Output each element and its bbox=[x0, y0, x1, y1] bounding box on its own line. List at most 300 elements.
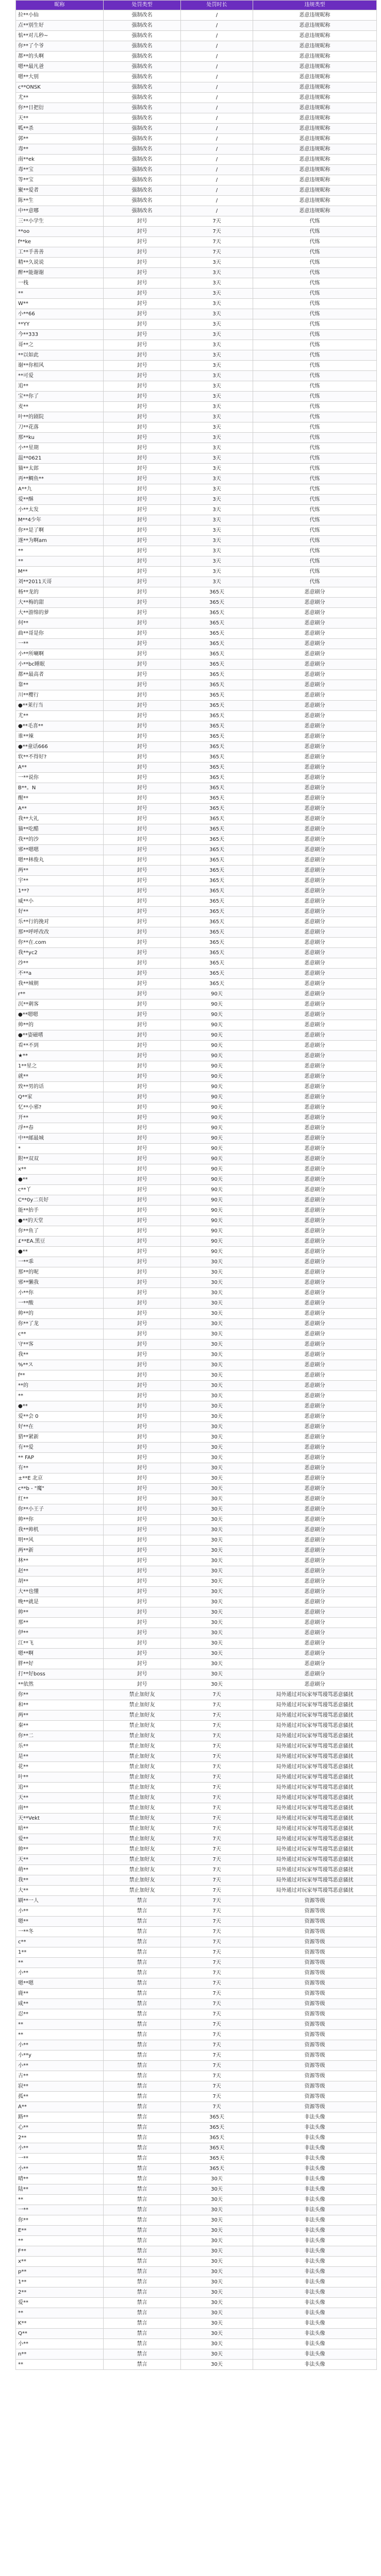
cell-punish-type: 封号 bbox=[104, 783, 181, 793]
cell-duration: 30天 bbox=[181, 2339, 253, 2349]
cell-nickname: 帅** bbox=[16, 1844, 104, 1855]
cell-violation-type: 恶意刷分 bbox=[253, 989, 377, 999]
cell-punish-type: 封号 bbox=[104, 1597, 181, 1607]
cell-nickname: 嗯**大别 bbox=[16, 72, 104, 82]
table-row bbox=[16, 1772, 377, 1783]
cell-punish-type: 禁言 bbox=[104, 2133, 181, 2143]
table-row bbox=[16, 1185, 377, 1195]
cell-violation-type: 恶意刷分 bbox=[253, 1381, 377, 1391]
cell-duration: 3天 bbox=[181, 536, 253, 546]
cell-violation-type: 非法头像 bbox=[253, 2205, 377, 2215]
table-row bbox=[16, 1278, 377, 1288]
table-row bbox=[16, 1401, 377, 1412]
cell-nickname: 嗯** bbox=[16, 1917, 104, 1927]
cell-punish-type: 强制改名 bbox=[104, 72, 181, 82]
cell-violation-type: 恶意刷分 bbox=[253, 1432, 377, 1443]
table-row bbox=[16, 155, 377, 165]
cell-violation-type: 代练 bbox=[253, 268, 377, 278]
cell-duration: 30天 bbox=[181, 1401, 253, 1412]
cell-violation-type: 恶意刷分 bbox=[253, 938, 377, 948]
cell-punish-type: 封号 bbox=[104, 227, 181, 237]
cell-punish-type: 禁言 bbox=[104, 2143, 181, 2154]
cell-duration: 3天 bbox=[181, 258, 253, 268]
cell-duration: 365天 bbox=[181, 587, 253, 598]
table-row bbox=[16, 752, 377, 762]
cell-punish-type: 强制改名 bbox=[104, 165, 181, 175]
cell-nickname: 帅** bbox=[16, 1607, 104, 1618]
table-row bbox=[16, 422, 377, 433]
cell-violation-type: 代练 bbox=[253, 227, 377, 237]
cell-punish-type: 禁言 bbox=[104, 2195, 181, 2205]
cell-violation-type: 恶意刷分 bbox=[253, 1401, 377, 1412]
cell-violation-type: 局外通过对玩家辱骂谩骂恶意骚扰 bbox=[253, 1793, 377, 1803]
cell-duration: 365天 bbox=[181, 608, 253, 618]
cell-punish-type: 封号 bbox=[104, 237, 181, 247]
table-row bbox=[16, 433, 377, 443]
cell-violation-type: 代练 bbox=[253, 216, 377, 227]
cell-punish-type: 禁言 bbox=[104, 2287, 181, 2298]
table-row bbox=[16, 1484, 377, 1494]
cell-punish-type: 禁言 bbox=[104, 1989, 181, 1999]
cell-duration: 7天 bbox=[181, 227, 253, 237]
table-row bbox=[16, 1350, 377, 1360]
cell-punish-type: 封号 bbox=[104, 1206, 181, 1216]
cell-violation-type: 恶意刷分 bbox=[253, 1257, 377, 1267]
cell-violation-type: 恶意刷分 bbox=[253, 1340, 377, 1350]
cell-duration: 30天 bbox=[181, 1649, 253, 1659]
table-row bbox=[16, 948, 377, 958]
cell-duration: 30天 bbox=[181, 1278, 253, 1288]
cell-nickname: 能**抬手 bbox=[16, 1206, 104, 1216]
cell-duration: 90天 bbox=[181, 1144, 253, 1154]
cell-duration: 365天 bbox=[181, 618, 253, 629]
cell-duration: / bbox=[181, 21, 253, 31]
cell-duration: 3天 bbox=[181, 412, 253, 422]
cell-punish-type: 封号 bbox=[104, 1556, 181, 1566]
table-row bbox=[16, 268, 377, 278]
cell-violation-type: 恶意刷分 bbox=[253, 1577, 377, 1587]
cell-duration: 3天 bbox=[181, 402, 253, 412]
cell-duration: 30天 bbox=[181, 1340, 253, 1350]
cell-nickname: ±**E 北京 bbox=[16, 1473, 104, 1484]
cell-nickname: B**。N bbox=[16, 783, 104, 793]
table-row bbox=[16, 1566, 377, 1577]
cell-duration: 30天 bbox=[181, 1381, 253, 1391]
cell-nickname: 那**的呢 bbox=[16, 1267, 104, 1278]
header-nickname: 昵称 bbox=[16, 1, 104, 10]
cell-violation-type: 恶意刷分 bbox=[253, 948, 377, 958]
cell-punish-type: 封号 bbox=[104, 1195, 181, 1206]
cell-violation-type: 恶意刷分 bbox=[253, 1597, 377, 1607]
cell-duration: 30天 bbox=[181, 1566, 253, 1577]
cell-violation-type: 局外通过对玩家辱骂谩骂恶意骚扰 bbox=[253, 1700, 377, 1710]
cell-punish-type: 封号 bbox=[104, 1051, 181, 1061]
table-row bbox=[16, 577, 377, 587]
cell-violation-type: 代练 bbox=[253, 340, 377, 350]
cell-duration: 7天 bbox=[181, 1690, 253, 1700]
cell-duration: 7天 bbox=[181, 2020, 253, 2030]
cell-violation-type: 资源等级 bbox=[253, 1906, 377, 1917]
cell-punish-type: 封号 bbox=[104, 1577, 181, 1587]
cell-duration: / bbox=[181, 10, 253, 21]
cell-duration: 30天 bbox=[181, 1525, 253, 1535]
cell-punish-type: 封号 bbox=[104, 556, 181, 567]
cell-punish-type: 强制改名 bbox=[104, 21, 181, 31]
cell-violation-type: 局外通过对玩家辱骂谩骂恶意骚扰 bbox=[253, 1875, 377, 1886]
cell-nickname: 刘**2011天哥 bbox=[16, 577, 104, 587]
table-row bbox=[16, 175, 377, 185]
cell-violation-type: 代练 bbox=[253, 361, 377, 371]
cell-violation-type: 代练 bbox=[253, 484, 377, 495]
table-row bbox=[16, 1752, 377, 1762]
cell-duration: 7天 bbox=[181, 247, 253, 258]
cell-nickname: 大**游绵的萝 bbox=[16, 608, 104, 618]
cell-nickname: ** bbox=[16, 1391, 104, 1401]
cell-violation-type: 资源等级 bbox=[253, 1999, 377, 2009]
cell-punish-type: 封号 bbox=[104, 1484, 181, 1494]
cell-punish-type: 封号 bbox=[104, 515, 181, 526]
cell-duration: 3天 bbox=[181, 515, 253, 526]
cell-duration: 7天 bbox=[181, 2071, 253, 2081]
cell-nickname: Q** bbox=[16, 2329, 104, 2339]
table-body bbox=[16, 10, 377, 2370]
cell-violation-type: 恶意刷分 bbox=[253, 804, 377, 814]
cell-nickname: 忍** bbox=[16, 2009, 104, 2020]
table-row bbox=[16, 762, 377, 773]
cell-nickname: 有** bbox=[16, 1463, 104, 1473]
table-row bbox=[16, 1257, 377, 1267]
table-row bbox=[16, 1741, 377, 1752]
table-row bbox=[16, 1535, 377, 1546]
cell-nickname: f**ke bbox=[16, 237, 104, 247]
cell-duration: 7天 bbox=[181, 1814, 253, 1824]
cell-violation-type: 恶意刷分 bbox=[253, 1061, 377, 1072]
cell-violation-type: 恶意刷分 bbox=[253, 701, 377, 711]
cell-nickname: 伊** bbox=[16, 1628, 104, 1638]
cell-violation-type: 恶意刷分 bbox=[253, 670, 377, 680]
cell-punish-type: 封号 bbox=[104, 1535, 181, 1546]
cell-duration: 30天 bbox=[181, 2215, 253, 2226]
cell-nickname: 你**小王子 bbox=[16, 1504, 104, 1515]
cell-duration: 7天 bbox=[181, 216, 253, 227]
cell-violation-type: 恶意刷分 bbox=[253, 1309, 377, 1319]
cell-nickname: 一栈 bbox=[16, 278, 104, 289]
cell-nickname: 天** bbox=[16, 113, 104, 124]
cell-nickname: 好**在 bbox=[16, 1422, 104, 1432]
cell-duration: 30天 bbox=[181, 1267, 253, 1278]
cell-punish-type: 封号 bbox=[104, 608, 181, 618]
cell-punish-type: 封号 bbox=[104, 1247, 181, 1257]
cell-punish-type: 强制改名 bbox=[104, 196, 181, 206]
cell-violation-type: 非法头像 bbox=[253, 2226, 377, 2236]
cell-duration: 30天 bbox=[181, 1597, 253, 1607]
cell-nickname: 何** bbox=[16, 618, 104, 629]
cell-punish-type: 封号 bbox=[104, 629, 181, 639]
cell-nickname: 我**的沙 bbox=[16, 835, 104, 845]
cell-duration: 365天 bbox=[181, 721, 253, 732]
cell-violation-type: 资源等级 bbox=[253, 2071, 377, 2081]
cell-nickname: 一**说你 bbox=[16, 773, 104, 783]
cell-duration: 3天 bbox=[181, 371, 253, 381]
cell-nickname: 陆** bbox=[16, 2184, 104, 2195]
cell-violation-type: 资源等级 bbox=[253, 1978, 377, 1989]
table-row bbox=[16, 1010, 377, 1020]
table-row bbox=[16, 680, 377, 690]
cell-duration: 30天 bbox=[181, 2195, 253, 2205]
cell-duration: 30天 bbox=[181, 1412, 253, 1422]
table-row bbox=[16, 464, 377, 474]
cell-violation-type: 恶意刷分 bbox=[253, 1463, 377, 1473]
cell-punish-type: 封号 bbox=[104, 1278, 181, 1288]
cell-punish-type: 封号 bbox=[104, 412, 181, 422]
cell-violation-type: 恶意刷分 bbox=[253, 907, 377, 917]
cell-violation-type: 非法头像 bbox=[253, 2287, 377, 2298]
cell-nickname: 1**? bbox=[16, 886, 104, 896]
table-header bbox=[16, 1, 377, 10]
cell-nickname: 毒** bbox=[16, 144, 104, 155]
cell-duration: 30天 bbox=[181, 1659, 253, 1669]
cell-punish-type: 封号 bbox=[104, 1360, 181, 1370]
table-row bbox=[16, 1329, 377, 1340]
cell-duration: 365天 bbox=[181, 629, 253, 639]
cell-nickname: 乐** bbox=[16, 1741, 104, 1752]
cell-nickname: 醒** bbox=[16, 793, 104, 804]
table-row bbox=[16, 1072, 377, 1082]
cell-nickname: 一**酸 bbox=[16, 1298, 104, 1309]
cell-duration: 7天 bbox=[181, 2102, 253, 2112]
cell-duration: 30天 bbox=[181, 2277, 253, 2287]
table-row bbox=[16, 2143, 377, 2154]
cell-punish-type: 封号 bbox=[104, 536, 181, 546]
cell-violation-type: 局外通过对玩家辱骂谩骂恶意骚扰 bbox=[253, 1752, 377, 1762]
cell-nickname: 温**0621 bbox=[16, 453, 104, 464]
table-row bbox=[16, 1690, 377, 1700]
cell-punish-type: 禁止加好友 bbox=[104, 1710, 181, 1721]
cell-nickname: ** bbox=[16, 2308, 104, 2318]
cell-duration: 365天 bbox=[181, 659, 253, 670]
cell-nickname: **可爱 bbox=[16, 371, 104, 381]
cell-nickname: 花** bbox=[16, 1762, 104, 1772]
cell-nickname: 小** bbox=[16, 1906, 104, 1917]
table-row bbox=[16, 598, 377, 608]
cell-nickname: 帅**你 bbox=[16, 1515, 104, 1525]
cell-punish-type: 封号 bbox=[104, 567, 181, 577]
punishment-table bbox=[15, 0, 377, 2370]
table-row bbox=[16, 2339, 377, 2349]
cell-punish-type: 禁止加好友 bbox=[104, 1741, 181, 1752]
cell-duration: 30天 bbox=[181, 2205, 253, 2215]
cell-nickname: 咸** bbox=[16, 1999, 104, 2009]
cell-violation-type: 恶意刷分 bbox=[253, 1484, 377, 1494]
cell-duration: 30天 bbox=[181, 2318, 253, 2329]
cell-punish-type: 封号 bbox=[104, 1680, 181, 1690]
cell-punish-type: 强制改名 bbox=[104, 134, 181, 144]
table-row bbox=[16, 216, 377, 227]
cell-nickname: 两** bbox=[16, 866, 104, 876]
cell-punish-type: 禁言 bbox=[104, 2298, 181, 2308]
cell-violation-type: 恶意刷分 bbox=[253, 979, 377, 989]
cell-violation-type: 恶意刷分 bbox=[253, 1360, 377, 1370]
cell-violation-type: 恶意违规昵称 bbox=[253, 124, 377, 134]
cell-duration: 30天 bbox=[181, 1370, 253, 1381]
cell-punish-type: 封号 bbox=[104, 948, 181, 958]
cell-nickname: 小**y bbox=[16, 2050, 104, 2061]
cell-punish-type: 封号 bbox=[104, 319, 181, 330]
cell-violation-type: 代练 bbox=[253, 495, 377, 505]
cell-duration: 3天 bbox=[181, 340, 253, 350]
cell-nickname: 嗯**林俊丸 bbox=[16, 855, 104, 866]
cell-nickname: 尤** bbox=[16, 711, 104, 721]
cell-punish-type: 禁言 bbox=[104, 1927, 181, 1937]
cell-punish-type: 封号 bbox=[104, 999, 181, 1010]
cell-violation-type: 代练 bbox=[253, 567, 377, 577]
cell-punish-type: 封号 bbox=[104, 1412, 181, 1422]
cell-duration: 7天 bbox=[181, 1989, 253, 1999]
cell-violation-type: 恶意刷分 bbox=[253, 587, 377, 598]
cell-duration: 365天 bbox=[181, 680, 253, 690]
cell-duration: 365天 bbox=[181, 814, 253, 824]
cell-punish-type: 禁言 bbox=[104, 2226, 181, 2236]
cell-violation-type: 资源等级 bbox=[253, 2040, 377, 2050]
cell-violation-type: 恶意违规昵称 bbox=[253, 10, 377, 21]
cell-duration: 90天 bbox=[181, 1236, 253, 1247]
cell-violation-type: 局外通过对玩家辱骂谩骂恶意骚扰 bbox=[253, 1783, 377, 1793]
cell-duration: 365天 bbox=[181, 855, 253, 866]
cell-nickname: c** bbox=[16, 1937, 104, 1947]
cell-punish-type: 封号 bbox=[104, 1504, 181, 1515]
table-row bbox=[16, 1783, 377, 1793]
cell-violation-type: 恶意刷分 bbox=[253, 1082, 377, 1092]
cell-violation-type: 代练 bbox=[253, 350, 377, 361]
cell-nickname: 胡** bbox=[16, 1577, 104, 1587]
cell-punish-type: 封号 bbox=[104, 1463, 181, 1473]
cell-nickname: 点**别生好 bbox=[16, 21, 104, 31]
cell-nickname: ●**童话666 bbox=[16, 742, 104, 752]
cell-violation-type: 非法头像 bbox=[253, 2277, 377, 2287]
cell-nickname: ★** bbox=[16, 1051, 104, 1061]
cell-punish-type: 禁言 bbox=[104, 2102, 181, 2112]
cell-duration: 3天 bbox=[181, 505, 253, 515]
table-row bbox=[16, 124, 377, 134]
cell-violation-type: 恶意刷分 bbox=[253, 1473, 377, 1484]
cell-duration: 7天 bbox=[181, 1772, 253, 1783]
cell-punish-type: 封号 bbox=[104, 876, 181, 886]
table-row bbox=[16, 670, 377, 680]
cell-punish-type: 封号 bbox=[104, 969, 181, 979]
cell-nickname: ●** bbox=[16, 1175, 104, 1185]
cell-nickname: 帅**的 bbox=[16, 1020, 104, 1030]
cell-nickname: 小**星期 bbox=[16, 443, 104, 453]
cell-violation-type: 资源等级 bbox=[253, 2020, 377, 2030]
table-row bbox=[16, 814, 377, 824]
cell-nickname: 心** bbox=[16, 2123, 104, 2133]
cell-violation-type: 代练 bbox=[253, 433, 377, 443]
cell-duration: 30天 bbox=[181, 1288, 253, 1298]
cell-nickname: 醉**能谢谢 bbox=[16, 268, 104, 278]
cell-duration: 365天 bbox=[181, 948, 253, 958]
cell-duration: 90天 bbox=[181, 1051, 253, 1061]
cell-duration: 30天 bbox=[181, 1535, 253, 1546]
cell-nickname: 小** bbox=[16, 2143, 104, 2154]
cell-nickname: 江**飞 bbox=[16, 1638, 104, 1649]
cell-violation-type: 资源等级 bbox=[253, 1896, 377, 1906]
cell-violation-type: 非法头像 bbox=[253, 2349, 377, 2360]
cell-nickname: 靠** bbox=[16, 680, 104, 690]
table-row bbox=[16, 1669, 377, 1680]
cell-punish-type: 封号 bbox=[104, 1494, 181, 1504]
cell-duration: 365天 bbox=[181, 598, 253, 608]
cell-duration: 90天 bbox=[181, 1195, 253, 1206]
cell-punish-type: 禁言 bbox=[104, 1968, 181, 1978]
cell-duration: 365天 bbox=[181, 793, 253, 804]
cell-punish-type: 封号 bbox=[104, 793, 181, 804]
cell-violation-type: 恶意刷分 bbox=[253, 927, 377, 938]
table-row bbox=[16, 62, 377, 72]
cell-punish-type: 封号 bbox=[104, 1010, 181, 1020]
cell-punish-type: 禁止加好友 bbox=[104, 1690, 181, 1700]
cell-nickname: 猫**吃醋 bbox=[16, 824, 104, 835]
cell-nickname: 我** bbox=[16, 1875, 104, 1886]
cell-nickname: 和** bbox=[16, 1700, 104, 1710]
cell-violation-type: 恶意违规昵称 bbox=[253, 31, 377, 41]
cell-violation-type: 恶意刷分 bbox=[253, 690, 377, 701]
cell-punish-type: 封号 bbox=[104, 1298, 181, 1309]
table-row bbox=[16, 1288, 377, 1298]
table-row bbox=[16, 1113, 377, 1123]
cell-duration: 3天 bbox=[181, 361, 253, 371]
cell-violation-type: 恶意刷分 bbox=[253, 876, 377, 886]
cell-punish-type: 封号 bbox=[104, 1669, 181, 1680]
cell-nickname: 我** bbox=[16, 1350, 104, 1360]
cell-nickname: 猫**太郎 bbox=[16, 464, 104, 474]
table-row bbox=[16, 649, 377, 659]
cell-violation-type: 局外通过对玩家辱骂谩骂恶意骚扰 bbox=[253, 1762, 377, 1772]
cell-duration: 30天 bbox=[181, 2184, 253, 2195]
cell-punish-type: 封号 bbox=[104, 1350, 181, 1360]
table-row bbox=[16, 969, 377, 979]
cell-duration: / bbox=[181, 52, 253, 62]
cell-duration: 30天 bbox=[181, 1556, 253, 1566]
cell-punish-type: 封号 bbox=[104, 907, 181, 917]
cell-violation-type: 恶意刷分 bbox=[253, 1587, 377, 1597]
cell-punish-type: 禁言 bbox=[104, 1917, 181, 1927]
cell-duration: 30天 bbox=[181, 1473, 253, 1484]
cell-violation-type: 恶意刷分 bbox=[253, 1494, 377, 1504]
table-row bbox=[16, 371, 377, 381]
cell-duration: / bbox=[181, 206, 253, 216]
cell-punish-type: 封号 bbox=[104, 1092, 181, 1103]
cell-punish-type: 禁言 bbox=[104, 2339, 181, 2349]
cell-duration: 30天 bbox=[181, 2287, 253, 2298]
cell-nickname: 再**鲷鱼** bbox=[16, 474, 104, 484]
cell-punish-type: 封号 bbox=[104, 1267, 181, 1278]
cell-violation-type: 恶意刷分 bbox=[253, 1072, 377, 1082]
cell-duration: 3天 bbox=[181, 422, 253, 433]
cell-punish-type: 禁止加好友 bbox=[104, 1721, 181, 1731]
cell-punish-type: 封号 bbox=[104, 1236, 181, 1247]
table-row bbox=[16, 1360, 377, 1370]
cell-duration: / bbox=[181, 196, 253, 206]
cell-nickname: M**4少年 bbox=[16, 515, 104, 526]
cell-violation-type: 局外通过对玩家辱骂谩骂恶意骚扰 bbox=[253, 1855, 377, 1865]
cell-duration: 90天 bbox=[181, 1175, 253, 1185]
table-row bbox=[16, 1958, 377, 1968]
cell-punish-type: 强制改名 bbox=[104, 185, 181, 196]
table-row bbox=[16, 1886, 377, 1896]
cell-duration: 3天 bbox=[181, 443, 253, 453]
cell-punish-type: 封号 bbox=[104, 1020, 181, 1030]
cell-violation-type: 局外通过对玩家辱骂谩骂恶意骚扰 bbox=[253, 1803, 377, 1814]
